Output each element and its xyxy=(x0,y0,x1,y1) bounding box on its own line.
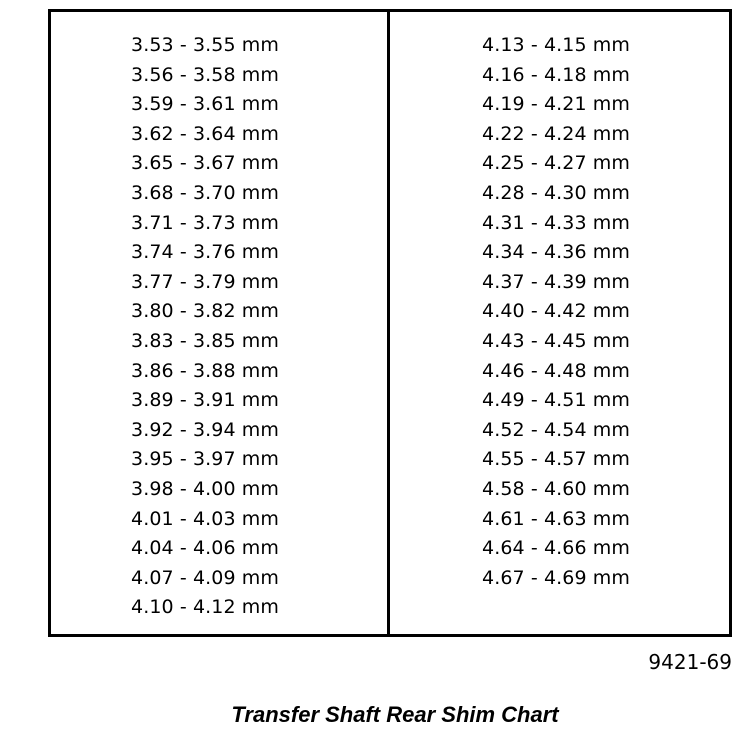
shim-size-row: 4.34 - 4.36 mm xyxy=(482,241,631,264)
shim-size-row: 4.07 - 4.09 mm xyxy=(131,566,280,589)
shim-size-row: 3.56 - 3.58 mm xyxy=(131,63,280,86)
shim-size-row: 3.74 - 3.76 mm xyxy=(131,241,280,264)
shim-size-row: 3.92 - 3.94 mm xyxy=(131,418,280,441)
shim-size-row: 3.62 - 3.64 mm xyxy=(131,122,280,145)
shim-size-row: 4.55 - 4.57 mm xyxy=(482,448,631,471)
shim-size-row: 3.59 - 3.61 mm xyxy=(131,93,280,116)
shim-size-row: 4.61 - 4.63 mm xyxy=(482,507,631,530)
shim-size-row: 3.98 - 4.00 mm xyxy=(131,477,280,500)
shim-size-row: 4.28 - 4.30 mm xyxy=(482,181,631,204)
shim-size-row: 4.37 - 4.39 mm xyxy=(482,270,631,293)
shim-size-row: 4.31 - 4.33 mm xyxy=(482,211,631,234)
shim-size-row: 3.53 - 3.55 mm xyxy=(131,34,280,56)
shim-size-row: 4.19 - 4.21 mm xyxy=(482,93,631,116)
shim-size-row: 4.40 - 4.42 mm xyxy=(482,300,631,323)
shim-size-row: 3.80 - 3.82 mm xyxy=(131,300,280,323)
shim-size-row: 3.86 - 3.88 mm xyxy=(131,359,280,382)
shim-size-row: 3.65 - 3.67 mm xyxy=(131,152,280,175)
shim-size-row: 4.22 - 4.24 mm xyxy=(482,122,631,145)
shim-size-row: 4.13 - 4.15 mm xyxy=(482,34,631,56)
right-shim-column xyxy=(482,31,630,593)
shim-size-row: 4.43 - 4.45 mm xyxy=(482,329,631,352)
shim-size-row: 4.64 - 4.66 mm xyxy=(482,537,631,560)
figure-number: 9421-69 xyxy=(648,650,732,674)
shim-size-row: 4.46 - 4.48 mm xyxy=(482,359,631,382)
shim-size-row: 4.04 - 4.06 mm xyxy=(131,537,280,560)
shim-size-row: 4.16 - 4.18 mm xyxy=(482,63,631,86)
shim-size-row: 4.01 - 4.03 mm xyxy=(131,507,280,530)
shim-size-row: 4.25 - 4.27 mm xyxy=(482,152,631,175)
shim-size-row: 4.10 - 4.12 mm xyxy=(131,596,280,619)
shim-size-row: 4.49 - 4.51 mm xyxy=(482,389,631,412)
shim-size-row: 3.68 - 3.70 mm xyxy=(131,181,280,204)
shim-size-row: 3.95 - 3.97 mm xyxy=(131,448,280,471)
shim-size-row: 3.83 - 3.85 mm xyxy=(131,329,280,352)
left-shim-column xyxy=(131,31,279,623)
shim-size-row: 4.52 - 4.54 mm xyxy=(482,418,631,441)
shim-size-row: 3.71 - 3.73 mm xyxy=(131,211,280,234)
column-divider xyxy=(387,9,390,637)
shim-size-row: 4.58 - 4.60 mm xyxy=(482,477,631,500)
chart-caption: Transfer Shaft Rear Shim Chart xyxy=(231,702,559,727)
shim-size-row: 4.67 - 4.69 mm xyxy=(482,566,631,589)
shim-size-row: 3.77 - 3.79 mm xyxy=(131,270,280,293)
shim-size-row: 3.89 - 3.91 mm xyxy=(131,389,280,412)
